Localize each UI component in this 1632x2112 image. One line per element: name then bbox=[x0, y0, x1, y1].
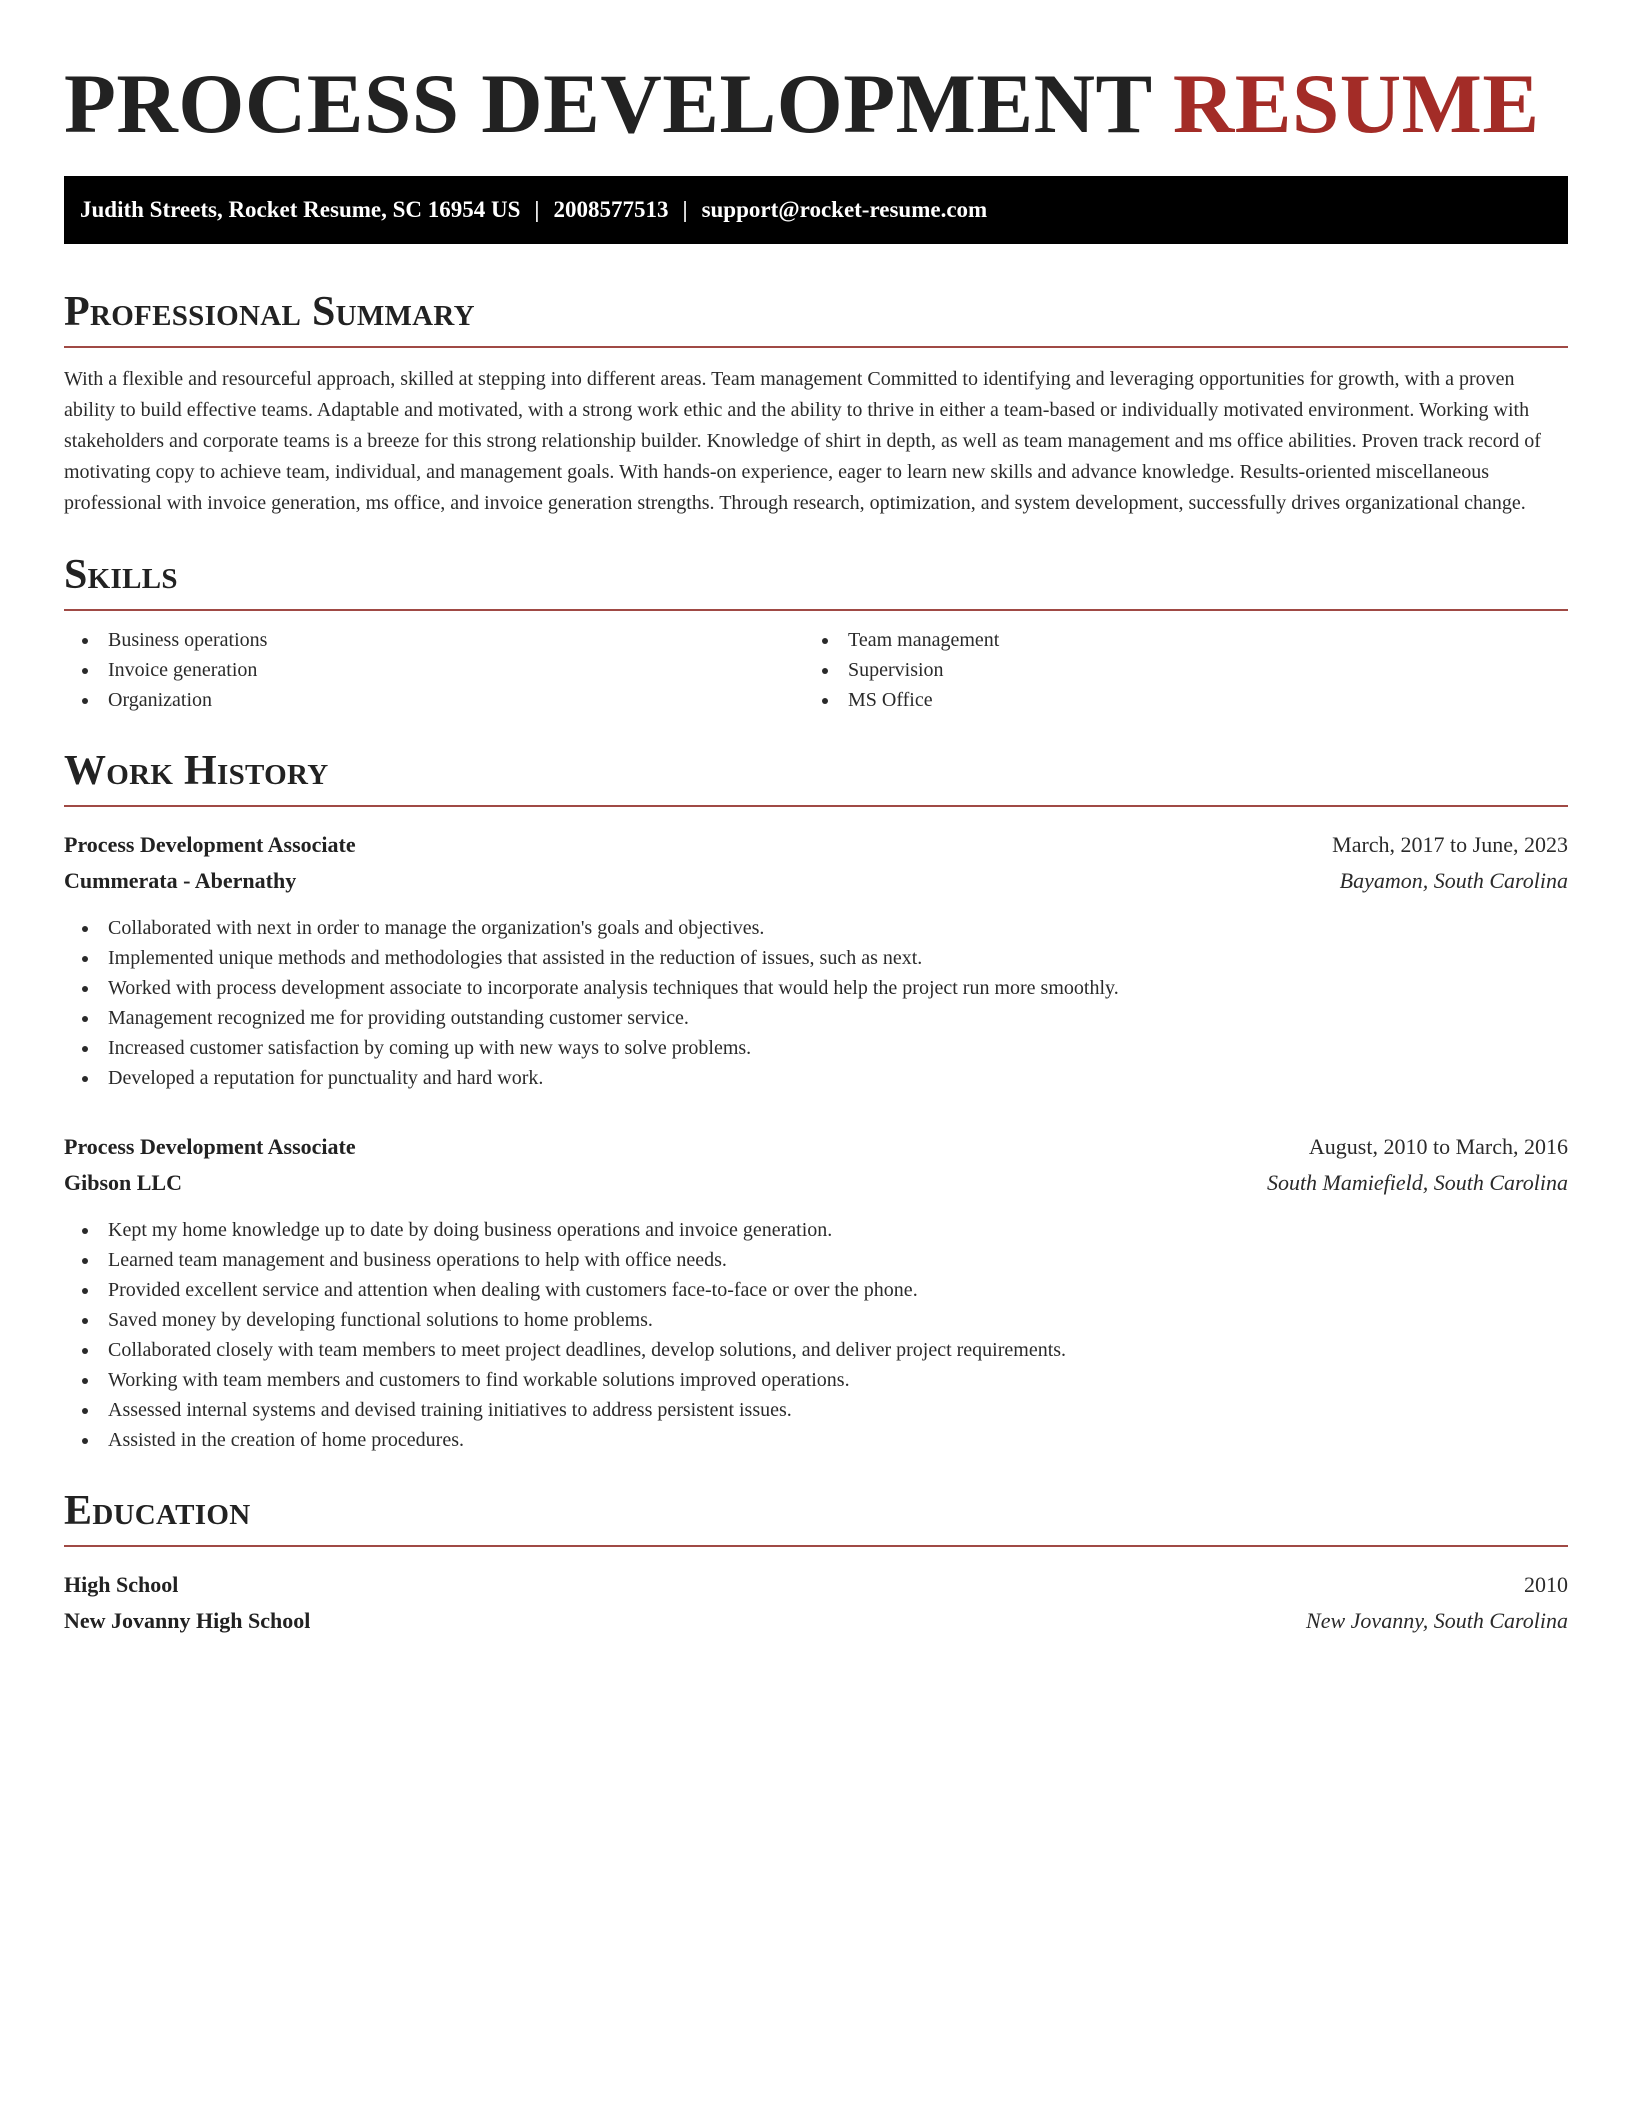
title-main: PROCESS DEVELOPMENT bbox=[64, 57, 1152, 151]
contact-separator: | bbox=[682, 197, 688, 222]
job-bullet: Working with team members and customers to find workable solutions improved operations. bbox=[64, 1365, 1568, 1395]
job-bullet: Management recognized me for providing outstanding customer service. bbox=[64, 1003, 1568, 1033]
education-school-row bbox=[64, 1603, 1568, 1639]
education-heading: Education bbox=[64, 1485, 1568, 1547]
job-bullet: Provided excellent service and attention when dealing with customers face-to-face or over the phone. bbox=[64, 1275, 1568, 1305]
job-bullet: Assessed internal systems and devised training initiatives to address persistent issues. bbox=[64, 1395, 1568, 1425]
skill-item: Team management bbox=[804, 625, 1544, 655]
job-entry bbox=[64, 827, 1568, 1093]
education-degree: High School bbox=[64, 1572, 179, 1597]
job-bullet: Collaborated with next in order to manage the organization's goals and objectives. bbox=[64, 913, 1568, 943]
education-entry bbox=[64, 1567, 1568, 1639]
job-company: Cummerata - Abernathy bbox=[64, 868, 297, 893]
job-location: South Mamiefield, South Carolina bbox=[1266, 1170, 1568, 1195]
skills-heading: Skills bbox=[64, 549, 1568, 611]
contact-address: Judith Streets, Rocket Resume, SC 16954 US bbox=[80, 197, 521, 222]
skills-column-right bbox=[804, 625, 1544, 715]
job-bullet: Increased customer satisfaction by coming up with new ways to solve problems. bbox=[64, 1033, 1568, 1063]
skill-item: MS Office bbox=[804, 685, 1544, 715]
job-bullet: Developed a reputation for punctuality and hard work. bbox=[64, 1063, 1568, 1093]
job-dates: March, 2017 to June, 2023 bbox=[1332, 832, 1568, 857]
job-bullet: Collaborated closely with team members to meet project deadlines, develop solutions, and deliver project requirements. bbox=[64, 1335, 1568, 1365]
job-title: Process Development Associate bbox=[64, 832, 356, 857]
work-history-heading: Work History bbox=[64, 745, 1568, 807]
work-history-section bbox=[64, 745, 1568, 1455]
summary-heading: Professional Summary bbox=[64, 286, 1568, 348]
skill-item: Invoice generation bbox=[64, 655, 804, 685]
summary-section bbox=[64, 286, 1568, 519]
education-school: New Jovanny High School bbox=[64, 1608, 311, 1633]
job-title-row bbox=[64, 1129, 1568, 1165]
resume-page bbox=[64, 0, 1568, 1639]
title-accent: RESUME bbox=[1172, 57, 1540, 151]
education-section bbox=[64, 1485, 1568, 1639]
job-bullet: Implemented unique methods and methodologies that assisted in the reduction of issues, such as next. bbox=[64, 943, 1568, 973]
job-company-row bbox=[64, 863, 1568, 899]
job-bullet: Learned team management and business operations to help with office needs. bbox=[64, 1245, 1568, 1275]
job-dates: August, 2010 to March, 2016 bbox=[1308, 1134, 1568, 1159]
job-bullet: Saved money by developing functional solutions to home problems. bbox=[64, 1305, 1568, 1335]
resume-title bbox=[64, 56, 1568, 152]
job-bullet: Kept my home knowledge up to date by doing business operations and invoice generation. bbox=[64, 1215, 1568, 1245]
job-bullet: Assisted in the creation of home procedures. bbox=[64, 1425, 1568, 1455]
contact-separator: | bbox=[534, 197, 540, 222]
job-entry bbox=[64, 1129, 1568, 1455]
job-company-row bbox=[64, 1165, 1568, 1201]
job-bullet: Worked with process development associate to incorporate analysis techniques that would help the project run more smoothly. bbox=[64, 973, 1568, 1003]
skills-column-left bbox=[64, 625, 804, 715]
contact-phone: 2008577513 bbox=[553, 197, 669, 222]
education-year: 2010 bbox=[1524, 1572, 1568, 1597]
skills-grid bbox=[64, 625, 1568, 715]
contact-email: support@rocket-resume.com bbox=[701, 197, 988, 222]
job-location: Bayamon, South Carolina bbox=[1339, 868, 1568, 893]
education-degree-row bbox=[64, 1567, 1568, 1603]
job-bullets bbox=[64, 913, 1568, 1093]
job-company: Gibson LLC bbox=[64, 1170, 182, 1195]
skill-item: Supervision bbox=[804, 655, 1544, 685]
contact-bar bbox=[64, 176, 1568, 244]
skills-section bbox=[64, 549, 1568, 715]
summary-text: With a flexible and resourceful approach, skilled at stepping into different areas. Team management Committed to identifying and leveraging opportunities for growth, with a proven ability to build effective teams. Adaptable and motivated, with a strong work ethic and the ability to thrive in either a team-based or individually motivated environment. Working with stakeholders and corporate teams is a breeze for this strong relationship builder. Knowledge of shirt in depth, as well as team management and ms office abilities. Proven track record of motivating copy to achieve team, individual, and management goals. With hands-on experience, eager to learn new skills and advance knowledge. Results-oriented miscellaneous professional with invoice generation, ms office, and invoice generation strengths. Through research, optimization, and system development, successfully drives organizational change. bbox=[64, 368, 1541, 514]
education-location: New Jovanny, South Carolina bbox=[1306, 1608, 1568, 1633]
job-bullets bbox=[64, 1215, 1568, 1455]
skill-item: Organization bbox=[64, 685, 804, 715]
skill-item: Business operations bbox=[64, 625, 804, 655]
job-title-row bbox=[64, 827, 1568, 863]
job-title: Process Development Associate bbox=[64, 1134, 356, 1159]
